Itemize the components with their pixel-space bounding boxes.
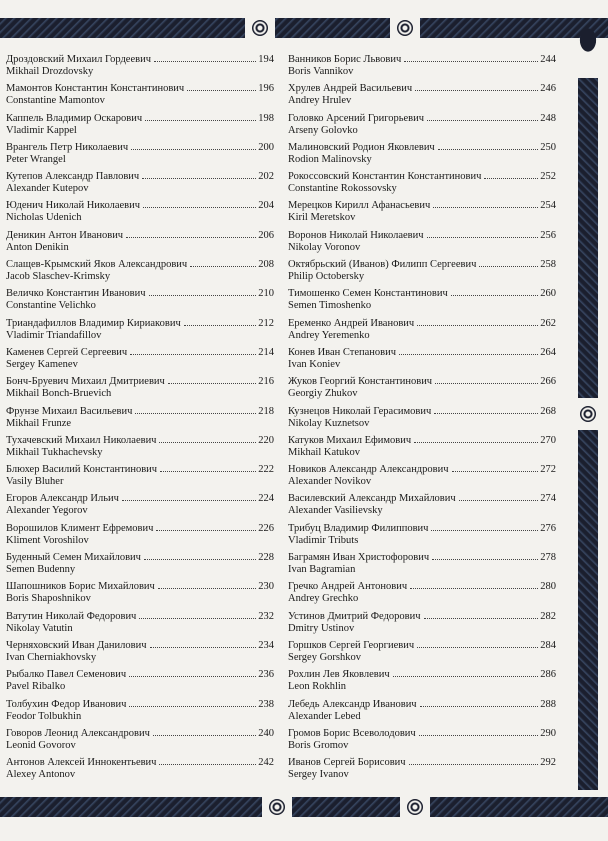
entry-page-number: 266 [540,376,556,388]
entry-english-name: Peter Wrangel [6,153,66,165]
contents-entry[interactable] [288,376,556,405]
entry-page-number: 246 [540,83,556,95]
entry-english-name: Constantine Rokossovsky [288,183,397,195]
entry-page-number: 222 [258,464,274,476]
entry-english-name: Andrey Grechko [288,593,359,605]
entry-russian-name: Егоров Александр Ильич [6,493,119,505]
entry-russian-name: Деникин Антон Иванович [6,229,124,241]
contents-column-left [6,54,274,786]
dot-leader [159,764,256,765]
contents-entry[interactable] [288,728,556,757]
contents-entry[interactable] [288,318,556,347]
contents-entry[interactable] [6,435,274,464]
contents-entry[interactable] [6,113,274,142]
entry-russian-name: Катуков Михаил Ефимович [288,434,412,446]
entry-russian-name: Мерецков Кирилл Афанасьевич [288,200,431,212]
entry-page-number: 198 [258,112,274,124]
entry-english-name: Ivan Koniev [288,358,341,370]
dot-leader [419,735,539,736]
entry-english-name: Feodor Tolbukhin [6,710,82,722]
entry-english-name: Constantine Velichko [6,300,96,312]
entry-russian-name: Иванов Сергей Борисович [288,757,406,769]
contents-entry[interactable] [288,669,556,698]
entry-page-number: 220 [258,434,274,446]
entry-english-name: Leonid Govorov [6,739,76,751]
entry-russian-name: Тухачевский Михаил Николаевич [6,434,157,446]
entry-page-number: 280 [540,581,556,593]
contents-entry[interactable] [288,611,556,640]
contents-entry[interactable] [6,728,274,757]
entry-page-number: 236 [258,669,274,681]
entry-english-name: Sergey Kamenev [6,358,78,370]
entry-page-number: 240 [258,727,274,739]
entry-english-name: Boris Gromov [288,739,349,751]
entry-page-number: 224 [258,493,274,505]
entry-russian-name: Малиновский Родион Яковлевич [288,141,435,153]
dot-leader [131,149,256,150]
dot-leader [435,383,538,384]
entry-russian-name: Каппель Владимир Оскарович [6,112,143,124]
entry-russian-name: Фрунзе Михаил Васильевич [6,405,133,417]
entry-english-name: Boris Shaposhnikov [6,593,91,605]
contents-entry[interactable] [6,464,274,493]
entry-page-number: 288 [540,698,556,710]
entry-page-number: 252 [540,171,556,183]
entry-page-number: 270 [540,434,556,446]
entry-russian-name: Ватутин Николай Федорович [6,610,137,622]
entry-russian-name: Кутепов Александр Павлович [6,171,140,183]
dot-leader [190,266,256,267]
entry-russian-name: Рохлин Лев Яковлевич [288,669,390,681]
entry-russian-name: Триандафиллов Владимир Кириакович [6,317,181,329]
entry-english-name: Alexander Novikov [288,476,372,488]
entry-page-number: 258 [540,259,556,271]
dot-leader [187,90,256,91]
entry-page-number: 208 [258,259,274,271]
entry-english-name: Pavel Ribalko [6,681,66,693]
dot-leader [417,325,538,326]
entry-english-name: Alexander Kutepov [6,183,89,195]
entry-page-number: 284 [540,639,556,651]
entry-page-number: 202 [258,171,274,183]
entry-russian-name: Слащев-Крымский Яков Александрович [6,259,188,271]
dot-leader [410,588,538,589]
entry-russian-name: Антонов Алексей Иннокентьевич [6,757,157,769]
bottom-ornamental-border [0,797,608,817]
entry-russian-name: Трибуц Владимир Филиппович [288,522,429,534]
entry-page-number: 204 [258,200,274,212]
dot-leader [142,178,256,179]
entry-english-name: Anton Denikin [6,241,69,253]
dot-leader [479,266,538,267]
entry-english-name: Andrey Yeremenko [288,329,370,341]
dot-leader [427,237,539,238]
dot-leader [432,559,538,560]
dot-leader [451,295,538,296]
entry-russian-name: Мамонтов Константин Константинович [6,83,185,95]
entry-russian-name: Еременко Андрей Иванович [288,317,415,329]
entry-page-number: 200 [258,141,274,153]
entry-page-number: 212 [258,317,274,329]
contents-entry[interactable] [288,699,556,728]
entry-russian-name: Баграмян Иван Христофорович [288,552,430,564]
contents-column-right [288,54,556,786]
entry-english-name: Leon Rokhlin [288,681,347,693]
dot-leader [129,706,256,707]
entry-page-number: 274 [540,493,556,505]
dot-leader [144,559,256,560]
contents-entry[interactable] [288,435,556,464]
entry-english-name: Alexey Antonov [6,769,76,781]
dot-leader [459,500,539,501]
dot-leader [414,442,538,443]
entry-page-number: 206 [258,229,274,241]
entry-page-number: 292 [540,757,556,769]
entry-page-number: 272 [540,464,556,476]
dot-leader [139,618,256,619]
entry-page-number: 234 [258,639,274,651]
entry-english-name: Nicholas Udenich [6,212,82,224]
entry-english-name: Nikolay Voronov [288,241,361,253]
entry-page-number: 286 [540,669,556,681]
entry-english-name: Alexander Lebed [288,710,361,722]
dot-leader [122,500,256,501]
right-ornamental-border-lower [578,430,598,790]
entry-page-number: 268 [540,405,556,417]
dot-leader [160,471,256,472]
entry-russian-name: Рокоссовский Константин Константинович [288,171,482,183]
entry-english-name: Vasily Bluher [6,476,64,488]
contents-entry[interactable] [6,288,274,317]
entry-russian-name: Тимошенко Семен Константинович [288,288,448,300]
entry-page-number: 214 [258,346,274,358]
entry-russian-name: Юденич Николай Николаевич [6,200,141,212]
ornament-medallion-icon [269,799,285,815]
entry-english-name: Arseny Golovko [288,124,358,136]
entry-russian-name: Дроздовский Михаил Гордеевич [6,54,151,65]
entry-russian-name: Рыбалко Павел Семенович [6,669,127,681]
entry-english-name: Vladimir Tributs [288,534,359,546]
entry-page-number: 264 [540,346,556,358]
contents-entry[interactable] [288,640,556,669]
entry-russian-name: Горшков Сергей Георгиевич [288,639,415,651]
entry-russian-name: Буденный Семен Михайлович [6,552,141,564]
entry-russian-name: Устинов Дмитрий Федорович [288,610,421,622]
entry-english-name: Mikhail Drozdovsky [6,66,94,77]
dot-leader [135,413,256,414]
ornament-medallion-icon [252,20,268,36]
contents-entry[interactable] [6,83,274,112]
entry-russian-name: Конев Иван Степанович [288,346,397,358]
contents-entry[interactable] [288,230,556,259]
entry-english-name: Mikhail Frunze [6,417,72,429]
dot-leader [434,413,538,414]
entry-english-name: Mikhail Tukhachevsky [6,446,103,458]
dot-leader [424,618,539,619]
entry-page-number: 210 [258,288,274,300]
dot-leader [393,676,539,677]
entry-english-name: Philip Octobersky [288,271,365,283]
entry-page-number: 238 [258,698,274,710]
ornament-medallion-icon [407,799,423,815]
contents-entry[interactable] [288,113,556,142]
contents-entry[interactable] [288,288,556,317]
dot-leader [420,706,539,707]
entry-russian-name: Жуков Георгий Константинович [288,376,433,388]
entry-russian-name: Говоров Леонид Александрович [6,727,150,739]
entry-english-name: Semen Timoshenko [288,300,372,312]
entry-page-number: 242 [258,757,274,769]
entry-russian-name: Шапошников Борис Михайлович [6,581,155,593]
contents-entry[interactable] [288,259,556,288]
dot-leader [417,647,538,648]
dot-leader [158,588,256,589]
entry-page-number: 254 [540,200,556,212]
contents-entry[interactable] [6,611,274,640]
contents-entry[interactable] [6,640,274,669]
entry-english-name: Rodion Malinovsky [288,153,372,165]
corner-ornament-icon [574,20,602,60]
entry-english-name: Sergey Gorshkov [288,651,362,663]
dot-leader [143,207,256,208]
entry-russian-name: Черняховский Иван Данилович [6,639,147,651]
entry-english-name: Nikolay Kuznetsov [288,417,370,429]
entry-page-number: 216 [258,376,274,388]
contents-entry[interactable] [6,376,274,405]
entry-russian-name: Новиков Александр Александрович [288,464,449,476]
dot-leader [168,383,256,384]
contents-entry[interactable] [6,493,274,522]
entry-russian-name: Ворошилов Климент Ефремович [6,522,154,534]
dot-leader [433,207,538,208]
entry-russian-name: Воронов Николай Николаевич [288,229,424,241]
dot-leader [484,178,538,179]
entry-page-number: 226 [258,522,274,534]
contents-entry[interactable] [6,54,274,83]
entry-english-name: Georgiy Zhukov [288,388,358,400]
contents-entry[interactable] [288,142,556,171]
entry-page-number: 290 [540,727,556,739]
dot-leader [129,676,256,677]
ornament-medallion-icon [580,406,596,422]
dot-leader [149,295,257,296]
entry-english-name: Mikhail Katukov [288,446,361,458]
contents-entry[interactable] [6,552,274,581]
contents-entry[interactable] [6,142,274,171]
entry-english-name: Vladimir Kappel [6,124,77,136]
entry-page-number: 228 [258,552,274,564]
entry-russian-name: Ванников Борис Львович [288,54,402,65]
entry-russian-name: Врангель Петр Николаевич [6,141,129,153]
entry-english-name: Boris Vannikov [288,66,354,77]
dot-leader [130,354,256,355]
contents-entry[interactable] [288,54,556,83]
contents-entry[interactable] [288,347,556,376]
entry-russian-name: Хрулев Андрей Васильевич [288,83,413,95]
contents-entry[interactable] [6,699,274,728]
contents-entry[interactable] [6,757,274,786]
entry-russian-name: Октябрьский (Иванов) Филипп Сергеевич [288,259,477,271]
contents-entry[interactable] [288,406,556,435]
dot-leader [399,354,538,355]
contents-entry[interactable] [6,259,274,288]
entry-english-name: Kliment Voroshilov [6,534,89,546]
contents-entry[interactable] [288,83,556,112]
entry-english-name: Constantine Mamontov [6,95,105,107]
dot-leader [150,647,257,648]
contents-entry[interactable] [6,200,274,229]
entry-english-name: Andrey Hrulev [288,95,352,107]
dot-leader [415,90,538,91]
entry-page-number: 276 [540,522,556,534]
dot-leader [438,149,539,150]
entry-english-name: Vladimir Triandafillov [6,329,102,341]
contents-entry[interactable] [6,171,274,200]
dot-leader [153,735,256,736]
entry-english-name: Alexander Vasilievsky [288,505,383,517]
entry-russian-name: Гречко Андрей Антонович [288,581,408,593]
entry-russian-name: Каменев Сергей Сергеевич [6,346,128,358]
entry-english-name: Nikolay Vatutin [6,622,73,634]
dot-leader [126,237,256,238]
entry-page-number: 256 [540,229,556,241]
contents-entry[interactable] [288,523,556,552]
top-ornamental-border [0,18,608,38]
contents-entry[interactable] [288,552,556,581]
entry-english-name: Kiril Meretskov [288,212,356,224]
entry-russian-name: Василевский Александр Михайлович [288,493,456,505]
entry-page-number: 232 [258,610,274,622]
entry-english-name: Sergey Ivanov [288,769,349,781]
entry-page-number: 194 [258,54,274,65]
dot-leader [156,530,256,531]
contents-entry[interactable] [6,318,274,347]
contents-entry[interactable] [288,493,556,522]
entry-english-name: Ivan Bagramian [288,564,356,576]
dot-leader [184,325,257,326]
entry-russian-name: Блюхер Василий Константинович [6,464,158,476]
entry-russian-name: Головко Арсений Григорьевич [288,112,425,124]
entry-english-name: Dmitry Ustinov [288,622,355,634]
dot-leader [427,120,538,121]
dot-leader [404,61,538,62]
entry-page-number: 262 [540,317,556,329]
dot-leader [154,61,256,62]
entry-page-number: 244 [540,54,556,65]
contents-entry[interactable] [6,669,274,698]
entry-page-number: 260 [540,288,556,300]
entry-page-number: 218 [258,405,274,417]
dot-leader [145,120,256,121]
contents-entry[interactable] [288,757,556,786]
right-ornamental-border-upper [578,78,598,398]
dot-leader [159,442,256,443]
contents-entry[interactable] [6,581,274,610]
contents-entry[interactable] [288,581,556,610]
entry-english-name: Ivan Cherniakhovsky [6,651,97,663]
entry-page-number: 230 [258,581,274,593]
contents-entry[interactable] [6,230,274,259]
entry-page-number: 248 [540,112,556,124]
entry-english-name: Semen Budenny [6,564,76,576]
entry-russian-name: Толбухин Федор Иванович [6,698,127,710]
contents-entry[interactable] [288,200,556,229]
dot-leader [431,530,538,531]
entry-page-number: 250 [540,141,556,153]
dot-leader [452,471,539,472]
entry-english-name: Mikhail Bonch-Bruevich [6,388,112,400]
contents-entry[interactable] [288,464,556,493]
entry-english-name: Alexander Yegorov [6,505,88,517]
entry-page-number: 282 [540,610,556,622]
contents-entry[interactable] [6,347,274,376]
entry-english-name: Jacob Slaschev-Krimsky [6,271,111,283]
entry-russian-name: Громов Борис Всеволодович [288,727,416,739]
entry-russian-name: Бонч-Бруевич Михаил Дмитриевич [6,376,165,388]
entry-page-number: 278 [540,552,556,564]
entry-russian-name: Кузнецов Николай Герасимович [288,405,432,417]
entry-page-number: 196 [258,83,274,95]
ornament-medallion-icon [397,20,413,36]
entry-russian-name: Лебедь Александр Иванович [288,698,417,710]
entry-russian-name: Величко Константин Иванович [6,288,146,300]
contents-entry[interactable] [6,406,274,435]
contents-entry[interactable] [288,171,556,200]
dot-leader [409,764,539,765]
contents-entry[interactable] [6,523,274,552]
